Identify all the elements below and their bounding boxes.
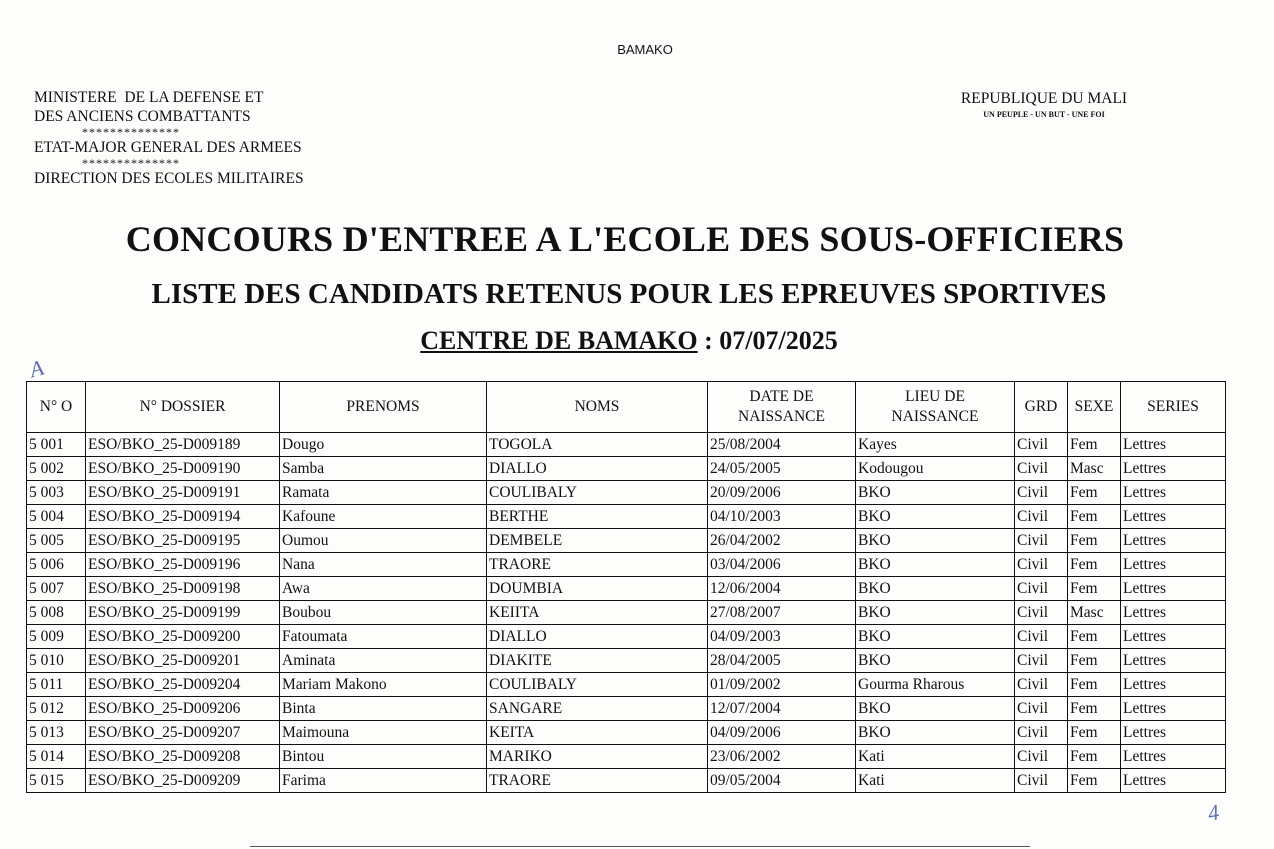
cell-dossier: ESO/BKO_25-D009199	[86, 601, 280, 625]
cell-sexe: Fem	[1068, 625, 1121, 649]
cell-grd: Civil	[1015, 457, 1068, 481]
center-date-heading	[0, 326, 1258, 356]
cell-date-naissance: 20/09/2006	[708, 481, 856, 505]
table-row	[27, 697, 1226, 721]
cell-series: Lettres	[1121, 769, 1226, 793]
cell-noms: DIALLO	[487, 457, 708, 481]
city-header: BAMAKO	[617, 42, 673, 57]
cell-lieu-naissance: BKO	[856, 553, 1015, 577]
cell-dossier: ESO/BKO_25-D009200	[86, 625, 280, 649]
cell-dossier: ESO/BKO_25-D009208	[86, 745, 280, 769]
table-row	[27, 721, 1226, 745]
cell-sexe: Fem	[1068, 577, 1121, 601]
center-separator: :	[697, 326, 720, 355]
cell-dossier: ESO/BKO_25-D009204	[86, 673, 280, 697]
cell-prenoms: Awa	[280, 577, 487, 601]
cell-noms: SANGARE	[487, 697, 708, 721]
table-row	[27, 481, 1226, 505]
cell-prenoms: Maimouna	[280, 721, 487, 745]
cell-grd: Civil	[1015, 505, 1068, 529]
cell-series: Lettres	[1121, 721, 1226, 745]
cell-prenoms: Aminata	[280, 649, 487, 673]
header-lieu-naissance	[856, 382, 1015, 433]
cell-sexe: Fem	[1068, 769, 1121, 793]
header-dossier: N° DOSSIER	[86, 382, 280, 433]
cell-dossier: ESO/BKO_25-D009209	[86, 769, 280, 793]
cell-series: Lettres	[1121, 601, 1226, 625]
cell-dossier: ESO/BKO_25-D009207	[86, 721, 280, 745]
header-noms: NOMS	[487, 382, 708, 433]
cell-noms: DOUMBIA	[487, 577, 708, 601]
table-row	[27, 769, 1226, 793]
cell-noms: BERTHE	[487, 505, 708, 529]
table-row	[27, 505, 1226, 529]
cell-no: 5 012	[27, 697, 86, 721]
cell-prenoms: Kafoune	[280, 505, 487, 529]
cell-lieu-naissance: Kati	[856, 745, 1015, 769]
cell-grd: Civil	[1015, 553, 1068, 577]
handwritten-mark-bottom: 4	[1205, 799, 1222, 826]
separator-stars-1: **************	[82, 125, 180, 139]
page-subtitle: LISTE DES CANDIDATS RETENUS POUR LES EPREUVES SPORTIVES	[151, 278, 1107, 310]
cell-no: 5 004	[27, 505, 86, 529]
cell-noms: COULIBALY	[487, 481, 708, 505]
header-prenoms: PRENOMS	[280, 382, 487, 433]
ministry-line-4: DIRECTION DES ECOLES MILITAIRES	[34, 170, 304, 187]
cell-grd: Civil	[1015, 649, 1068, 673]
header-date-line-1: DATE DE	[749, 388, 814, 405]
cell-noms: TRAORE	[487, 769, 708, 793]
cell-dossier: ESO/BKO_25-D009190	[86, 457, 280, 481]
cell-noms: DEMBELE	[487, 529, 708, 553]
cell-lieu-naissance: Kati	[856, 769, 1015, 793]
cell-prenoms: Mariam Makono	[280, 673, 487, 697]
cell-noms: TOGOLA	[487, 433, 708, 457]
cell-prenoms: Ramata	[280, 481, 487, 505]
cell-no: 5 003	[27, 481, 86, 505]
cell-no: 5 013	[27, 721, 86, 745]
cell-date-naissance: 26/04/2002	[708, 529, 856, 553]
cell-grd: Civil	[1015, 529, 1068, 553]
table-row	[27, 457, 1226, 481]
candidates-table	[26, 381, 1226, 793]
table-row	[27, 577, 1226, 601]
cell-sexe: Fem	[1068, 553, 1121, 577]
cell-lieu-naissance: BKO	[856, 577, 1015, 601]
cell-no: 5 008	[27, 601, 86, 625]
cell-grd: Civil	[1015, 577, 1068, 601]
table-row	[27, 601, 1226, 625]
cell-grd: Civil	[1015, 769, 1068, 793]
cell-no: 5 011	[27, 673, 86, 697]
cell-series: Lettres	[1121, 433, 1226, 457]
ministry-line-1: MINISTERE DE LA DEFENSE ET	[34, 89, 264, 106]
bottom-divider	[250, 846, 1030, 847]
cell-prenoms: Nana	[280, 553, 487, 577]
republic-header	[930, 90, 1158, 119]
cell-lieu-naissance: BKO	[856, 649, 1015, 673]
cell-series: Lettres	[1121, 697, 1226, 721]
cell-lieu-naissance: Gourma Rharous	[856, 673, 1015, 697]
cell-prenoms: Boubou	[280, 601, 487, 625]
cell-series: Lettres	[1121, 745, 1226, 769]
cell-prenoms: Bintou	[280, 745, 487, 769]
cell-sexe: Fem	[1068, 481, 1121, 505]
cell-date-naissance: 04/09/2006	[708, 721, 856, 745]
ministry-header	[34, 88, 304, 188]
cell-date-naissance: 25/08/2004	[708, 433, 856, 457]
cell-prenoms: Samba	[280, 457, 487, 481]
cell-no: 5 007	[27, 577, 86, 601]
cell-date-naissance: 28/04/2005	[708, 649, 856, 673]
cell-series: Lettres	[1121, 577, 1226, 601]
cell-date-naissance: 04/09/2003	[708, 625, 856, 649]
cell-lieu-naissance: Kayes	[856, 433, 1015, 457]
cell-dossier: ESO/BKO_25-D009201	[86, 649, 280, 673]
cell-sexe: Masc	[1068, 601, 1121, 625]
cell-prenoms: Farima	[280, 769, 487, 793]
header-no: N° O	[27, 382, 86, 433]
cell-sexe: Masc	[1068, 457, 1121, 481]
cell-prenoms: Fatoumata	[280, 625, 487, 649]
cell-sexe: Fem	[1068, 529, 1121, 553]
cell-sexe: Fem	[1068, 697, 1121, 721]
table-row	[27, 625, 1226, 649]
cell-noms: COULIBALY	[487, 673, 708, 697]
header-date-naissance	[708, 382, 856, 433]
table-row	[27, 529, 1226, 553]
cell-sexe: Fem	[1068, 505, 1121, 529]
cell-no: 5 015	[27, 769, 86, 793]
cell-lieu-naissance: BKO	[856, 529, 1015, 553]
cell-noms: MARIKO	[487, 745, 708, 769]
ministry-line-2: DES ANCIENS COMBATTANTS	[34, 108, 251, 125]
cell-date-naissance: 01/09/2002	[708, 673, 856, 697]
cell-date-naissance: 04/10/2003	[708, 505, 856, 529]
cell-no: 5 002	[27, 457, 86, 481]
cell-no: 5 009	[27, 625, 86, 649]
republic-motto: UN PEUPLE - UN BUT - UNE FOI	[983, 110, 1105, 119]
cell-dossier: ESO/BKO_25-D009194	[86, 505, 280, 529]
cell-grd: Civil	[1015, 481, 1068, 505]
cell-no: 5 014	[27, 745, 86, 769]
center-label: CENTRE DE BAMAKO	[420, 326, 698, 355]
cell-series: Lettres	[1121, 505, 1226, 529]
cell-series: Lettres	[1121, 529, 1226, 553]
cell-grd: Civil	[1015, 745, 1068, 769]
cell-lieu-naissance: BKO	[856, 721, 1015, 745]
cell-prenoms: Oumou	[280, 529, 487, 553]
cell-dossier: ESO/BKO_25-D009196	[86, 553, 280, 577]
cell-sexe: Fem	[1068, 745, 1121, 769]
page-title: CONCOURS D'ENTREE A L'ECOLE DES SOUS-OFFICIERS	[125, 219, 1125, 259]
cell-dossier: ESO/BKO_25-D009206	[86, 697, 280, 721]
cell-series: Lettres	[1121, 625, 1226, 649]
cell-grd: Civil	[1015, 433, 1068, 457]
center-date: 07/07/2025	[719, 326, 838, 355]
cell-prenoms: Dougo	[280, 433, 487, 457]
table-row	[27, 433, 1226, 457]
cell-grd: Civil	[1015, 625, 1068, 649]
cell-prenoms: Binta	[280, 697, 487, 721]
cell-lieu-naissance: BKO	[856, 697, 1015, 721]
cell-noms: KEITA	[487, 721, 708, 745]
cell-noms: DIALLO	[487, 625, 708, 649]
cell-grd: Civil	[1015, 601, 1068, 625]
cell-lieu-naissance: BKO	[856, 601, 1015, 625]
header-lieu-line-1: LIEU DE	[905, 388, 965, 405]
cell-sexe: Fem	[1068, 673, 1121, 697]
cell-noms: DIAKITE	[487, 649, 708, 673]
cell-grd: Civil	[1015, 673, 1068, 697]
header-sexe: SEXE	[1068, 382, 1121, 433]
cell-no: 5 005	[27, 529, 86, 553]
table-row	[27, 745, 1226, 769]
header-date-line-2: NAISSANCE	[738, 408, 825, 425]
cell-lieu-naissance: Kodougou	[856, 457, 1015, 481]
cell-sexe: Fem	[1068, 433, 1121, 457]
cell-date-naissance: 12/07/2004	[708, 697, 856, 721]
cell-lieu-naissance: BKO	[856, 625, 1015, 649]
cell-dossier: ESO/BKO_25-D009191	[86, 481, 280, 505]
cell-series: Lettres	[1121, 481, 1226, 505]
cell-no: 5 010	[27, 649, 86, 673]
cell-sexe: Fem	[1068, 649, 1121, 673]
table-row	[27, 553, 1226, 577]
cell-date-naissance: 09/05/2004	[708, 769, 856, 793]
cell-dossier: ESO/BKO_25-D009198	[86, 577, 280, 601]
cell-lieu-naissance: BKO	[856, 481, 1015, 505]
cell-grd: Civil	[1015, 721, 1068, 745]
handwritten-mark-top: A	[26, 354, 47, 383]
cell-date-naissance: 24/05/2005	[708, 457, 856, 481]
ministry-line-3: ETAT-MAJOR GENERAL DES ARMEES	[34, 139, 302, 156]
cell-dossier: ESO/BKO_25-D009189	[86, 433, 280, 457]
separator-stars-2: **************	[82, 156, 180, 170]
cell-series: Lettres	[1121, 649, 1226, 673]
cell-date-naissance: 03/04/2006	[708, 553, 856, 577]
cell-no: 5 006	[27, 553, 86, 577]
cell-series: Lettres	[1121, 553, 1226, 577]
cell-series: Lettres	[1121, 457, 1226, 481]
table-row	[27, 673, 1226, 697]
cell-sexe: Fem	[1068, 721, 1121, 745]
table-header-row	[27, 382, 1226, 433]
cell-noms: KEIITA	[487, 601, 708, 625]
header-grd: GRD	[1015, 382, 1068, 433]
cell-date-naissance: 27/08/2007	[708, 601, 856, 625]
cell-date-naissance: 23/06/2002	[708, 745, 856, 769]
cell-date-naissance: 12/06/2004	[708, 577, 856, 601]
cell-no: 5 001	[27, 433, 86, 457]
cell-grd: Civil	[1015, 697, 1068, 721]
header-lieu-line-2: NAISSANCE	[891, 408, 979, 425]
header-series: SERIES	[1121, 382, 1226, 433]
republic-name: REPUBLIQUE DU MALI	[960, 90, 1128, 107]
cell-dossier: ESO/BKO_25-D009195	[86, 529, 280, 553]
cell-series: Lettres	[1121, 673, 1226, 697]
cell-noms: TRAORE	[487, 553, 708, 577]
table-row	[27, 649, 1226, 673]
cell-lieu-naissance: BKO	[856, 505, 1015, 529]
